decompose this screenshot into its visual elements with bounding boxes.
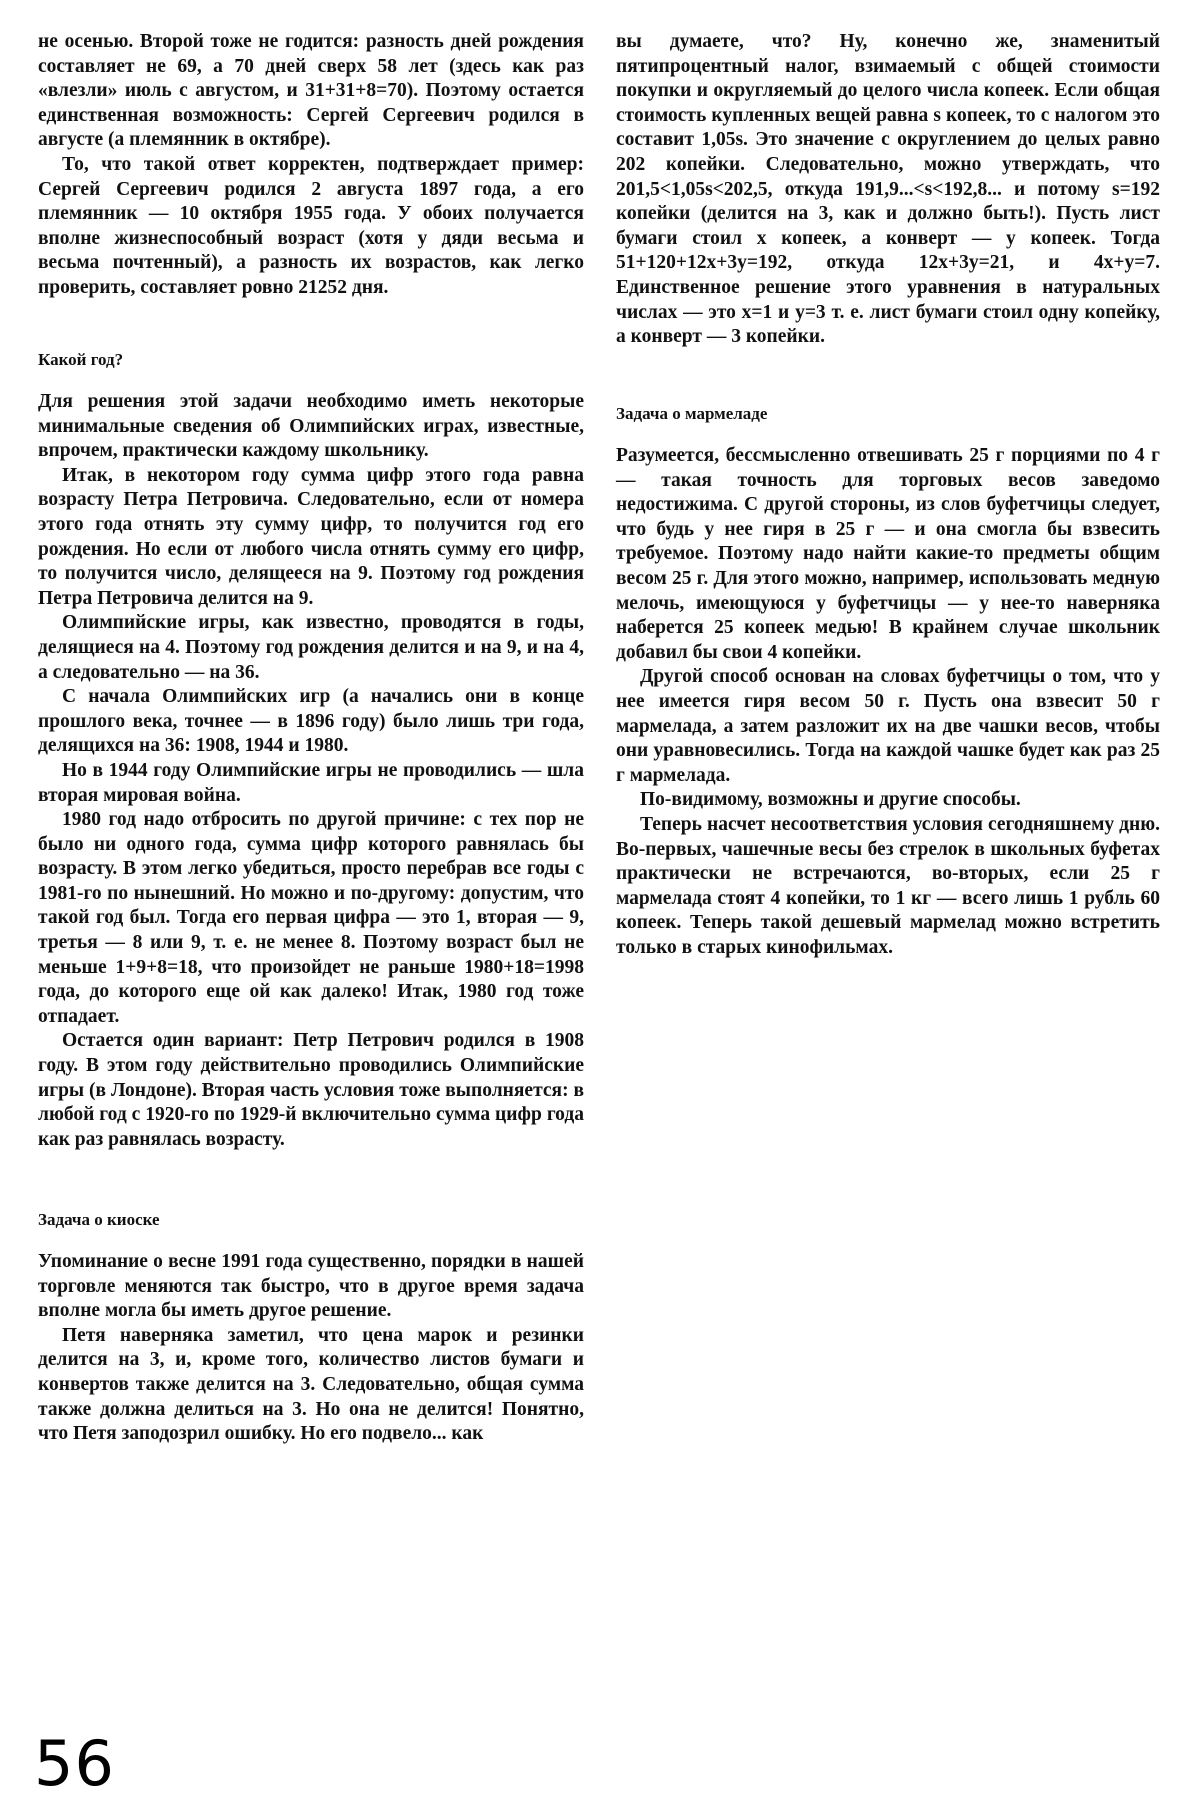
paragraph: Олимпийские игры, как известно, проводятся в годы, делящиеся на 4. Поэтому год рождения делится и на 9, и на 4, а следовательно — на 36.	[38, 612, 584, 683]
section-heading: Задача о мармеладе	[616, 404, 768, 423]
paragraph: не осенью. Второй тоже не годится: разность дней рождения составляет не 69, а 70 дней сверх 58 лет (здесь как раз «влезли» июль с августом, и 31+31+8=70). Поэтому остается единственная возможность: Сергей Сергеевич родился в августе (а племянник в октябре).	[38, 31, 584, 151]
left-continuation	[38, 30, 584, 301]
section-marmalade	[616, 402, 1160, 960]
paragraph: Итак, в некотором году сумма цифр этого года равна возрасту Петра Петровича. Следовательно, если от номера этого года отнять эту сумму цифр, то получится год его рождения. Но если от любого числа отнять сумму его цифр, то получится число, делящееся на 9. Поэтому год рождения Петра Петровича делится на 9.	[38, 464, 584, 609]
paragraph: Для решения этой задачи необходимо иметь некоторые минимальные сведения об Олимпийских играх, известные, впрочем, практически каждому школьнику.	[38, 391, 584, 462]
page-number: 56	[34, 1727, 115, 1800]
section-what-year	[38, 348, 584, 1152]
section-heading: Какой год?	[38, 350, 124, 369]
paragraph: Теперь насчет несоответствия условия сегодняшнему дню. Во-первых, чашечные весы без стрелок в школьных буфетах практически не встречаются, во-вторых, если 25 г мармелада стоят 4 копейки, то 1 кг — всего лишь 1 рубль 60 копеек. Теперь такой дешевый мармелад можно встретить только в старых кинофильмах.	[616, 813, 1160, 958]
section-heading: Задача о киоске	[38, 1210, 160, 1229]
paragraph: Упоминание о весне 1991 года существенно, порядки в нашей торговле меняются так быстро, что в другое время задача вполне могла бы иметь другое решение.	[38, 1251, 584, 1322]
paragraph: Но в 1944 году Олимпийские игры не проводились — шла вторая мировая война.	[38, 759, 584, 806]
paragraph: По-видимому, возможны и другие способы.	[640, 789, 1021, 811]
paragraph: Петя наверняка заметил, что цена марок и резинки делится на 3, и, кроме того, количество листов бумаги и конвертов также делится на 3. Следовательно, общая сумма также должна делиться на 3. Но она не делится! Понятно, что Петя заподозрил ошибку. Но его подвело... как	[38, 1324, 584, 1445]
paragraph: Остается один вариант: Петр Петрович родился в 1908 году. В этом году действительно проводились Олимпийские игры (в Лондоне). Вторая часть условия тоже выполняется: в любой год с 1920-го по 1929-й включительно сумма цифр года как раз равнялась возрасту.	[38, 1030, 584, 1150]
paragraph: То, что такой ответ корректен, подтверждает пример: Сергей Сергеевич родился 2 августа 1897 года, а его племянник — 10 октября 1955 года. У обоих получается вполне жизнеспособный возраст (хотя у дяди весьма и весьма почтенный), а разность их возрастов, как легко проверить, составляет ровно 21252 дня.	[38, 153, 584, 298]
right-continuation	[616, 30, 1160, 350]
paragraph: вы думаете, что? Ну, конечно же, знаменитый пятипроцентный налог, взимаемый с общей стоимости покупки и округляемый до целого числа копеек. Если общая стоимость купленных вещей равна s копеек, то с налогом это составит 1,05s. Это значение с округлением до целых равно 202 копейки. Следовательно, можно утверждать, что 201,5<1,05s<202,5, откуда 191,9...<s<192,8... и потому s=192 копейки (делится на 3, как и должно быть!). Пусть лист бумаги стоил x копеек, а конверт — y копеек. Тогда 51+120+12x+3y=192, откуда 12x+3y=21, и 4x+y=7. Единственное решение этого уравнения в натуральных числах — это x=1 и y=3 т. е. лист бумаги стоил одну копейку, а конверт — 3 копейки.	[616, 31, 1160, 348]
section-kiosk	[38, 1208, 584, 1447]
paragraph: Разумеется, бессмысленно отвешивать 25 г порциями по 4 г — такая точность для торговых весов заведомо недостижима. С другой стороны, из слов буфетчицы следует, что будь у нее гиря в 25 г — и она смогла бы взвесить требуемое. Поэтому надо найти какие-то предметы общим весом 25 г. Для этого можно, например, использовать медную мелочь, имеющуюся у буфетчицы — у нее-то наверняка наберется 25 копеек медью! В крайнем случае школьник добавил бы свои 4 копейки.	[616, 445, 1160, 663]
paragraph: С начала Олимпийских игр (а начались они в конце прошлого века, точнее — в 1896 году) было лишь три года, делящихся на 36: 1908, 1944 и 1980.	[38, 686, 584, 757]
paragraph: 1980 год надо отбросить по другой причине: с тех пор не было ни одного года, сумма цифр которого равнялась бы возрасту. В этом легко убедиться, просто перебрав все годы с 1981-го по нынешний. Но можно и по-другому: допустим, что такой год был. Тогда его первая цифра — это 1, вторая — 9, третья — 8 или 9, т. е. не менее 8. Поэтому возраст был не меньше 1+9+8=18, что произойдет не раньше 1980+18=1998 года, до которого еще ой как далеко! Итак, 1980 год тоже отпадает.	[38, 809, 584, 1027]
paragraph: Другой способ основан на словах буфетчицы о том, что у нее имеется гиря весом 50 г. Пусть она взвесит 50 г мармелада, а затем разложит их на две чашки весов, чтобы они уравновесились. Тогда на каждой чашке будет как раз 25 г мармелада.	[616, 666, 1160, 786]
